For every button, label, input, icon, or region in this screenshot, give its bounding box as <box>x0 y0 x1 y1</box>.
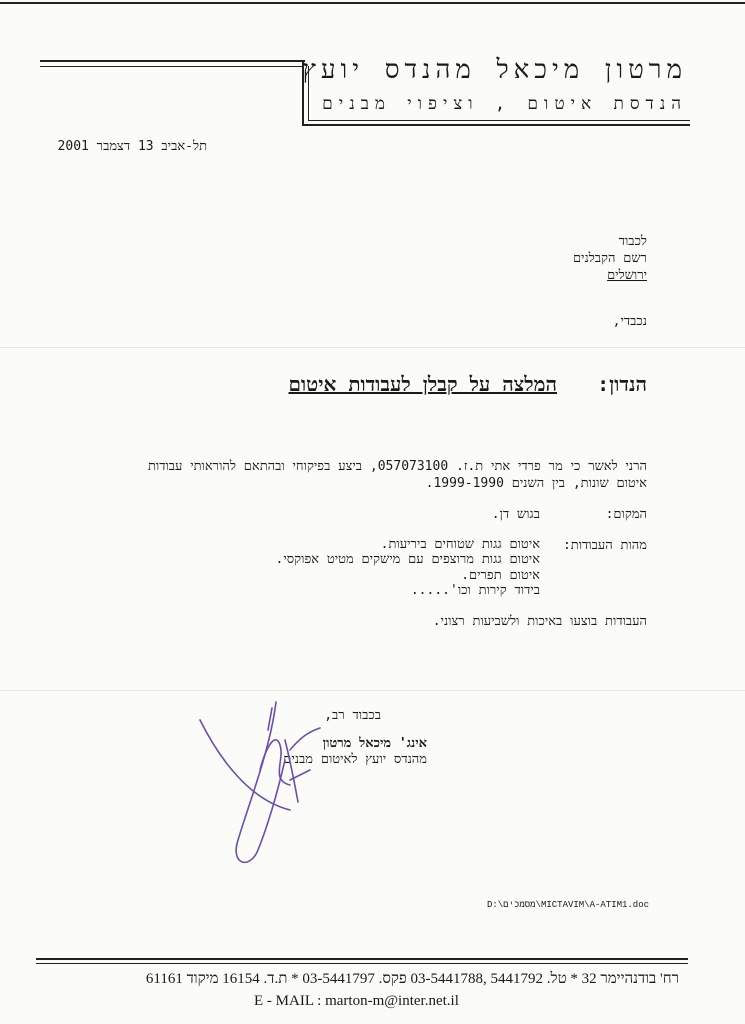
regards: בכבוד רב, <box>324 708 381 723</box>
place-value: בגוש דן. <box>491 507 540 522</box>
letterhead-rule-bottom <box>302 124 690 126</box>
signer-title: מהנדס יועץ לאיטום מבנים <box>283 752 427 767</box>
closing-line: העבודות בוצעו באיכות ולשביעות רצוני. <box>432 614 647 629</box>
footer-email: E - MAIL : marton-m@inter.net.il <box>254 993 459 1009</box>
handwritten-signature <box>190 690 330 875</box>
letterhead-rule-bottom-inner <box>308 120 690 121</box>
subject-label: הנדון: <box>597 372 647 396</box>
recipient-city: ירושלים <box>607 268 647 283</box>
letterhead-rule-top-left <box>40 60 305 62</box>
paper-fold-line <box>0 690 745 691</box>
body-line-1: הרני לאשר כי מר פרדי אתי ת.ז. 057073100, ביצע בפיקוחי ובהתאם להוראותי עבודות <box>147 459 647 474</box>
letterhead-rule-top-left-inner <box>40 66 302 67</box>
page-top-edge <box>0 2 745 4</box>
footer-rule-inner <box>36 963 688 964</box>
works-label: מהות העבודות: <box>562 538 647 553</box>
letterhead-subtitle: הנדסת איטום , וציפוי מבנים <box>322 94 687 114</box>
works-item: איטום גגות שטוחים ביריעות. <box>380 537 540 552</box>
works-item: איטום גגות מרוצפים עם מישקים מטיט אפוקסי. <box>275 552 540 567</box>
greeting: נכבדי, <box>612 314 647 329</box>
works-item: איטום תפרים. <box>461 568 540 583</box>
footer-rule <box>36 958 688 960</box>
works-item: בידוד קירות וכו'..... <box>410 583 540 598</box>
body-line-2: איטום שונות, בין השנים 1999-1990. <box>425 476 647 491</box>
letterhead-name: מרטון מיכאל מהנדס יועץ <box>302 55 687 85</box>
file-path: D:\מסמכים\MICTAVIM\A-ATIM1.doc <box>486 900 649 910</box>
footer-address: רח' בודנהיימר 32 * טל. 5441792 ,03-5441788 פקס. 03-5441797 * ת.ד. 16154 מיקוד 61161 <box>145 971 679 987</box>
paper-fold-line <box>0 347 745 348</box>
place-label: המקום: <box>605 507 647 522</box>
subject-text: המלצה על קבלן לעבודות איטום <box>288 372 557 396</box>
recipient-to: לכבוד <box>618 234 647 249</box>
signer-name: אינג' מיכאל מרטון <box>322 736 427 751</box>
date-line: תל-אביב 13 דצמבר 2001 <box>57 139 207 154</box>
recipient-org: רשם הקבלנים <box>572 251 647 266</box>
